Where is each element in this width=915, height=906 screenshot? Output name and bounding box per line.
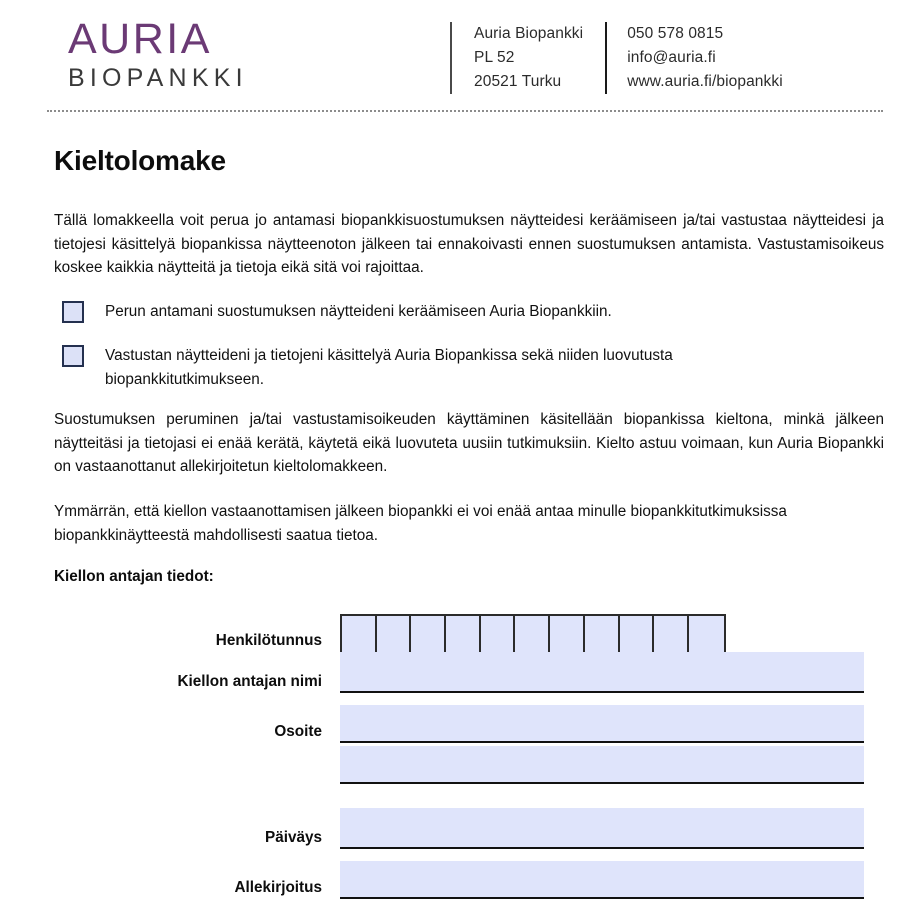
henkilotunnus-input-grid[interactable]	[340, 614, 726, 654]
auria-logo	[68, 15, 318, 92]
input-allekirjoitus[interactable]	[340, 861, 864, 899]
field-row-osoite-line2	[0, 746, 864, 784]
henkilotunnus-cell[interactable]	[620, 616, 655, 652]
contact-website[interactable]: www.auria.fi/biopankki	[627, 73, 783, 90]
contact-phone: 050 578 0815	[627, 25, 724, 42]
henkilotunnus-cell[interactable]	[654, 616, 689, 652]
input-osoite[interactable]	[340, 705, 864, 743]
field-row-osoite	[0, 705, 864, 743]
checkbox-label-revoke-consent: Perun antamani suostumuksen näytteideni keräämiseen Auria Biopankkiin.	[105, 303, 612, 320]
field-row-henkilotunnus	[0, 614, 726, 654]
label-henkilotunnus: Henkilötunnus	[215, 631, 322, 649]
input-paivays[interactable]	[340, 808, 864, 849]
field-row-paivays	[0, 808, 864, 849]
header-dotted-divider	[47, 110, 883, 112]
effect-paragraph: Suostumuksen peruminen ja/tai vastustamisoikeuden käyttäminen käsitellään biopankissa kieltona, minkä jälkeen näytteitäsi ja tietojasi ei enää kerätä, käytetä eikä luovuteta uusiin tutkimuksiin. Kielto astuu voimaan, kun Auria Biopankki on vastaanottanut allekirjoitetun kieltolomakkeen.	[54, 411, 884, 475]
address-line-3: 20521 Turku	[474, 73, 562, 90]
header-contact-block	[450, 22, 805, 94]
input-nimi[interactable]	[340, 652, 864, 693]
page-title: Kieltolomake	[54, 145, 226, 176]
consent-option-2[interactable]	[62, 344, 862, 391]
henkilotunnus-cell[interactable]	[515, 616, 550, 652]
henkilotunnus-cell[interactable]	[689, 616, 724, 652]
henkilotunnus-cell[interactable]	[446, 616, 481, 652]
logo-wordmark-auria: AURIA	[68, 15, 212, 63]
logo-wordmark-biopankki: BIOPANKKI	[68, 64, 248, 92]
henkilotunnus-cell[interactable]	[481, 616, 516, 652]
henkilotunnus-cell[interactable]	[550, 616, 585, 652]
intro-paragraph: Tällä lomakkeella voit perua jo antamasi biopankkisuostumuksen näytteidesi keräämiseen ja/tai vastustaa näytteidesi ja tietojesi käsittelyä biopankissa näytteenoton jälkeen tai ennakoivasti ennen suostumuksen antamista. Vastustamisoikeus koskee kaikkia näytteitä ja tietoja eikä sitä voi rajoittaa.	[54, 212, 884, 276]
document-header	[0, 0, 915, 106]
address-line-2: PL 52	[474, 49, 515, 66]
contact-email[interactable]: info@auria.fi	[627, 49, 716, 66]
henkilotunnus-cell[interactable]	[342, 616, 377, 652]
label-allekirjoitus: Allekirjoitus	[234, 878, 322, 896]
field-row-nimi	[0, 652, 864, 693]
checkbox-revoke-consent[interactable]	[62, 301, 84, 323]
form-section-heading: Kiellon antajan tiedot:	[54, 568, 214, 585]
henkilotunnus-cell[interactable]	[585, 616, 620, 652]
checkbox-label-object-processing: Vastustan näytteideni ja tietojeni käsittelyä Auria Biopankissa sekä niiden luovutusta biopankkitutkimukseen.	[105, 347, 673, 388]
address-column	[452, 22, 605, 94]
acknowledgement-paragraph: Ymmärrän, että kiellon vastaanottamisen jälkeen biopankki ei voi enää antaa minulle biopankkitutkimuksissa biopankkinäytteestä mahdollisesti saatua tietoa.	[54, 503, 787, 544]
henkilotunnus-cell[interactable]	[411, 616, 446, 652]
checkbox-object-processing[interactable]	[62, 345, 84, 367]
label-nimi: Kiellon antajan nimi	[177, 672, 322, 690]
label-paivays: Päiväys	[265, 828, 322, 846]
henkilotunnus-cell[interactable]	[377, 616, 412, 652]
label-osoite: Osoite	[274, 722, 322, 740]
address-line-1: Auria Biopankki	[474, 25, 584, 42]
consent-option-1[interactable]	[62, 300, 862, 324]
contact-column	[607, 22, 805, 94]
field-row-allekirjoitus	[0, 861, 864, 899]
input-osoite-line2[interactable]	[340, 746, 864, 784]
